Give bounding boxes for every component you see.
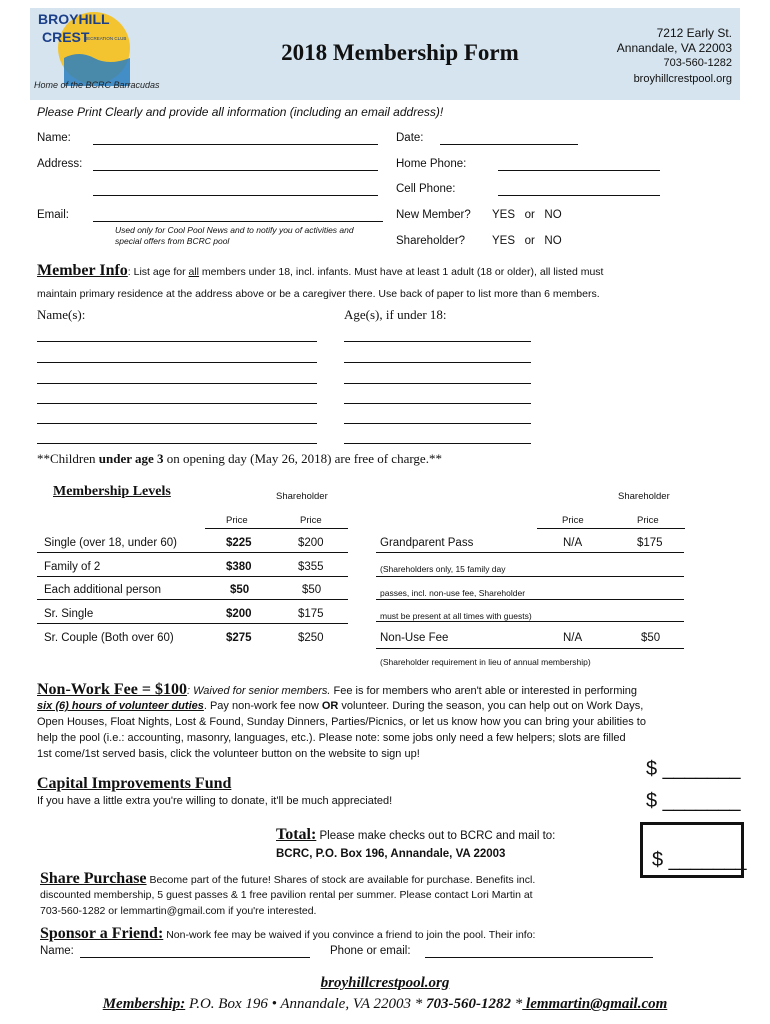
nonwork-hours: six (6) hours of volunteer duties [37, 700, 204, 712]
nonuse-label: Non-Use Fee [380, 632, 449, 644]
row-rule [376, 552, 684, 553]
member-name-field[interactable] [37, 362, 317, 363]
email-label: Email: [37, 209, 69, 221]
total-line [276, 826, 555, 844]
date-field[interactable] [440, 144, 578, 145]
nonwork-line4: help the pool (i.e.: accounting, masonry, languages, etc.). Please note: some jobs only need a few helpers; slots are filled [37, 732, 626, 744]
children-note-post: on opening day (May 26, 2018) are free of charge.** [163, 451, 442, 466]
member-info-line1 [37, 262, 737, 280]
club-logo [34, 8, 130, 86]
row-rule [376, 599, 684, 600]
total-amount-field[interactable]: $ _______ [652, 849, 747, 871]
share-line3: 703-560-1282 or lemmartin@gmail.com if you're interested. [40, 905, 317, 917]
nonuse-price: N/A [563, 632, 583, 644]
names-label: Name(s): [37, 307, 86, 322]
sponsor-line1 [40, 925, 535, 943]
level-label: Sr. Couple (Both over 60) [44, 632, 174, 644]
date-label: Date: [396, 132, 424, 144]
capital-title: Capital Improvements Fund [37, 775, 232, 792]
nonwork-title: Non-Work Fee = $100 [37, 681, 187, 698]
children-note-bold: under age 3 [98, 451, 164, 466]
footer-website[interactable]: broyhillcrestpool.org [320, 975, 450, 991]
level-label: Sr. Single [44, 608, 94, 620]
row-rule [37, 623, 348, 624]
level-label: Single (over 18, under 60) [44, 537, 177, 549]
capital-text: If you have a little extra you're willing to donate, it'll be much appreciated! [37, 795, 393, 807]
nonwork-line5: 1st come/1st served basis, click the volunteer button on the website to sign up! [37, 748, 420, 760]
row-rule [376, 621, 684, 622]
address-line2: Annandale, VA 22003 [616, 41, 732, 55]
nonwork-line2-rest: . Pay non-work fee now [203, 700, 322, 712]
nonwork-line1-rest: Fee is for members who aren't able or interested in performing [330, 685, 638, 697]
nonuse-shareholder-price: $50 [641, 632, 661, 644]
sponsor-name-label: Name: [40, 945, 74, 957]
shareholder-price-header-left: Price [300, 515, 322, 526]
header-rule-right [537, 528, 685, 529]
shareholder-price-header-right: Price [637, 515, 659, 526]
footer-bullet: • [271, 996, 277, 1012]
logo-text-2: CREST [42, 29, 90, 45]
footer-contact [0, 996, 770, 1013]
new-member-label: New Member? [396, 209, 471, 221]
name-field[interactable] [93, 144, 378, 145]
level-label: Each additional person [44, 584, 161, 596]
footer-email[interactable]: lemmartin@gmail.com [522, 996, 668, 1012]
nonwork-or: OR [321, 700, 339, 712]
member-name-field[interactable] [37, 423, 317, 424]
email-note: Used only for Cool Pool News and to notify you of activities and special offers from BCRC pool [115, 225, 354, 246]
address-field-1[interactable] [93, 170, 378, 171]
shareholder-options[interactable]: YES or NO [492, 235, 562, 247]
row-rule [37, 576, 348, 577]
level-price: $380 [226, 561, 252, 573]
sponsor-text: Non-work fee may be waived if you convince a friend to join the pool. Their info: [163, 929, 536, 941]
shareholder-header-left: Shareholder [276, 491, 328, 502]
nonwork-amount-field[interactable]: $ _______ [646, 758, 741, 780]
member-age-field[interactable] [344, 443, 531, 444]
grandparent-label: Grandparent Pass [380, 537, 474, 549]
member-name-field[interactable] [37, 341, 317, 342]
sponsor-name-field[interactable] [80, 957, 310, 958]
home-phone-field[interactable] [498, 170, 660, 171]
price-header-left: Price [226, 515, 248, 526]
ages-label: Age(s), if under 18: [344, 307, 447, 322]
nonwork-line2-end: volunteer. During the season, you can help out on Work Days, [338, 700, 644, 712]
cell-phone-label: Cell Phone: [396, 183, 456, 195]
logo-text-1: BROYHILL [38, 11, 110, 27]
home-phone-label: Home Phone: [396, 158, 467, 170]
member-age-field[interactable] [344, 403, 531, 404]
instructions: Please Print Clearly and provide all information (including an email address)! [37, 105, 444, 119]
total-address: BCRC, P.O. Box 196, Annandale, VA 22003 [276, 848, 506, 860]
nonwork-line2 [37, 700, 643, 712]
cell-phone-field[interactable] [498, 195, 660, 196]
price-header-right: Price [562, 515, 584, 526]
nonuse-note: (Shareholder requirement in lieu of annual membership) [380, 657, 591, 667]
children-note-pre: **Children [37, 451, 99, 466]
shareholder-header-right: Shareholder [618, 491, 670, 502]
row-rule [376, 648, 684, 649]
shareholder-label: Shareholder? [396, 235, 466, 247]
level-price: $200 [226, 608, 252, 620]
member-age-field[interactable] [344, 423, 531, 424]
member-name-field[interactable] [37, 443, 317, 444]
capital-amount-field[interactable]: $ _______ [646, 790, 741, 812]
name-label: Name: [37, 132, 71, 144]
footer-membership: Membership: [102, 996, 186, 1012]
level-shareholder-price: $355 [298, 561, 324, 573]
children-note [37, 451, 442, 467]
grandparent-note: passes, incl. non-use fee, Shareholder [380, 588, 526, 598]
member-age-field[interactable] [344, 383, 531, 384]
grandparent-note: must be present at all times with guests) [380, 611, 532, 621]
nonwork-line3: Open Houses, Float Nights, Lost & Found, Sunday Dinners, Parties/Picnics, or let us know how you can bring your abilities to [37, 716, 646, 728]
header-website: broyhillcrestpool.org [633, 73, 732, 85]
address-line1: 7212 Early St. [656, 26, 732, 40]
level-label: Family of 2 [44, 561, 101, 573]
total-text: Please make checks out to BCRC and mail to: [316, 830, 556, 842]
new-member-options[interactable]: YES or NO [492, 209, 562, 221]
nonwork-waived: : Waived for senior members. [187, 685, 331, 697]
sponsor-title: Sponsor a Friend: [40, 925, 164, 942]
row-rule [376, 576, 684, 577]
member-info-text1b: all [188, 266, 200, 278]
level-shareholder-price: $175 [298, 608, 324, 620]
share-title: Share Purchase [40, 870, 147, 887]
level-shareholder-price: $250 [298, 632, 324, 644]
email-field[interactable] [93, 221, 383, 222]
member-age-field[interactable] [344, 362, 531, 363]
home-of-text: Home of the BCRC Barracudas [34, 80, 160, 90]
row-rule [37, 599, 348, 600]
header-phone: 703-560-1282 [663, 57, 732, 69]
member-name-field[interactable] [37, 403, 317, 404]
level-price: $275 [226, 632, 252, 644]
level-price: $225 [226, 537, 252, 549]
share-line2: discounted membership, 5 guest passes & 1 free pavilion rental per summer. Please contact Lori Martin at [40, 889, 533, 901]
member-info-line2: maintain primary residence at the address above or be a caregiver there. Use back of paper to list more than 6 members. [37, 288, 600, 300]
footer-star: * [414, 996, 423, 1012]
share-line1 [40, 870, 535, 888]
logo-text-3: RECREATION CLUB [84, 36, 127, 41]
member-info-title: Member Info [37, 262, 128, 279]
form-title: 2018 Membership Form [281, 40, 519, 65]
member-info-text1a: : List age for [127, 266, 189, 278]
level-price: $50 [230, 584, 250, 596]
grandparent-note: (Shareholders only, 15 family day [380, 564, 506, 574]
sponsor-phone-label: Phone or email: [330, 945, 411, 957]
grandparent-price: N/A [563, 537, 583, 549]
level-shareholder-price: $200 [298, 537, 324, 549]
grandparent-shareholder-price: $175 [637, 537, 663, 549]
share-line1-text: Become part of the future! Shares of stock are available for purchase. Benefits incl. [146, 874, 536, 886]
address-label: Address: [37, 158, 83, 170]
footer-star: * [514, 996, 523, 1012]
footer-city: Annandale, VA 22003 [276, 996, 415, 1012]
sponsor-phone-field[interactable] [425, 957, 653, 958]
member-name-field[interactable] [37, 383, 317, 384]
member-age-field[interactable] [344, 341, 531, 342]
header-rule-left [205, 528, 348, 529]
footer-phone: 703-560-1282 [422, 996, 515, 1012]
address-field-2[interactable] [93, 195, 378, 196]
member-info-text1c: members under 18, incl. infants. Must have at least 1 adult (18 or older), all listed must [199, 266, 604, 278]
total-title: Total: [276, 826, 317, 843]
level-shareholder-price: $50 [302, 584, 322, 596]
footer-pobox: P.O. Box 196 [185, 996, 268, 1012]
membership-levels-title: Membership Levels [53, 484, 171, 499]
row-rule [37, 552, 348, 553]
nonwork-line1 [37, 681, 637, 699]
